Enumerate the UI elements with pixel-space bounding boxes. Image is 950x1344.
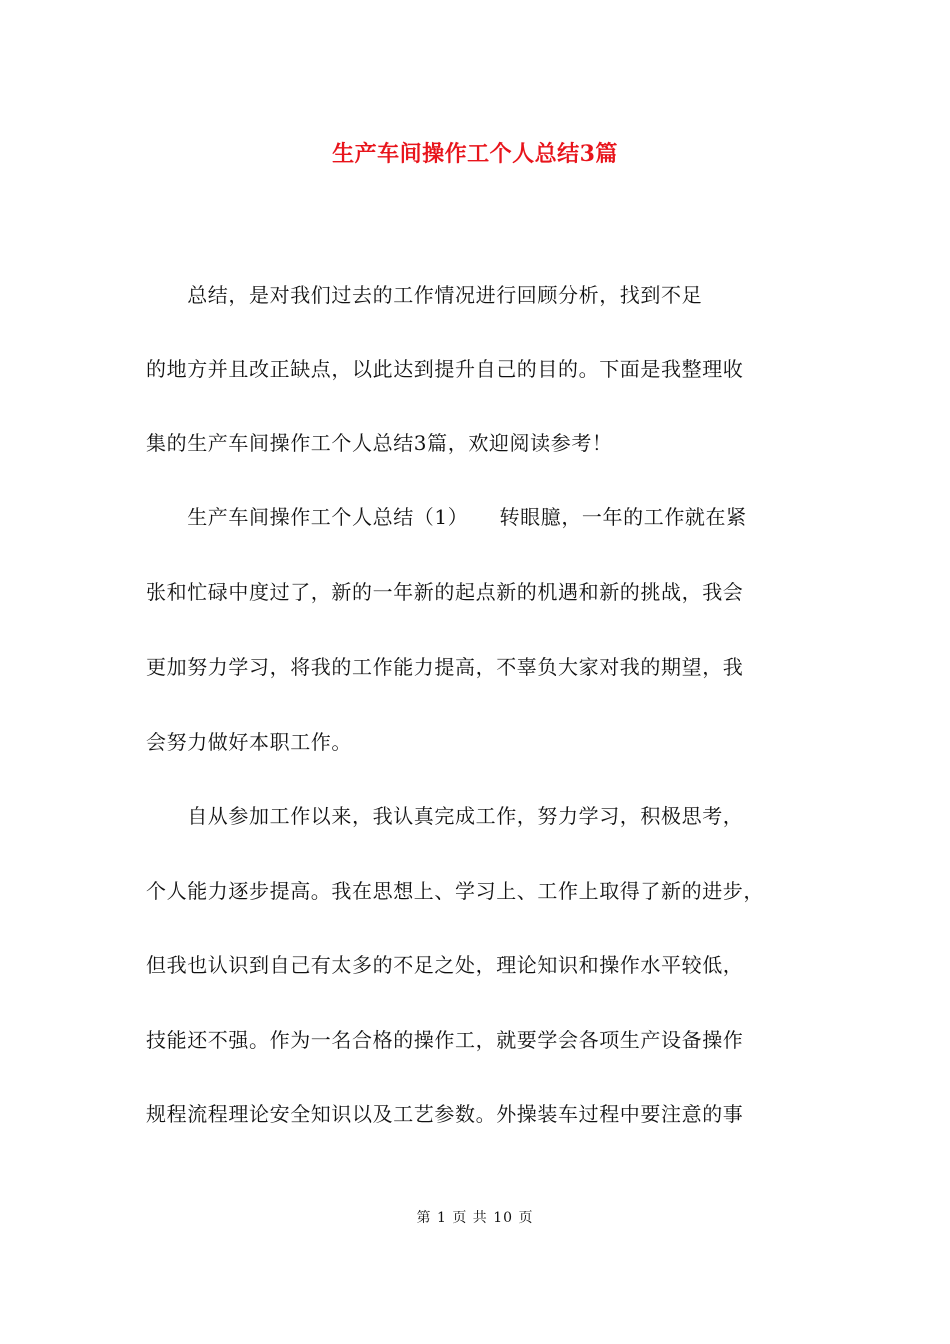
page-footer [0, 1208, 950, 1228]
body-line-9: 个人能力逐步提高。我在思想上、学习上、工作上取得了新的进步， [146, 879, 764, 903]
footer-middle: 页 共 [452, 1210, 488, 1226]
body-line-5: 张和忙碌中度过了，新的一年新的起点新的机遇和新的挑战，我会 [146, 580, 744, 604]
body-line-4: 生产车间操作工个人总结（1） 转眼臆，一年的工作就在紧 [146, 505, 747, 529]
footer-total-pages: 10 [493, 1210, 514, 1226]
body-line-12: 规程流程理论安全知识以及工艺参数。外操装车过程中要注意的事 [146, 1102, 744, 1126]
body-line-10: 但我也认识到自己有太多的不足之处，理论知识和操作水平较低， [146, 953, 744, 977]
body-line-6: 更加努力学习，将我的工作能力提高，不辜负大家对我的期望，我 [146, 655, 744, 679]
body-line-1: 总结，是对我们过去的工作情况进行回顾分析，找到不足 [146, 283, 703, 307]
body-line-2: 的地方并且改正缺点，以此达到提升自己的目的。下面是我整理收 [146, 357, 744, 381]
body-line-3: 集的生产车间操作工个人总结3篇，欢迎阅读参考！ [146, 431, 613, 455]
body-line-7: 会努力做好本职工作。 [146, 730, 352, 754]
document-title: 生产车间操作工个人总结3篇 [332, 141, 618, 167]
footer-suffix: 页 [518, 1210, 534, 1226]
body-line-11: 技能还不强。作为一名合格的操作工，就要学会各项生产设备操作 [146, 1028, 744, 1052]
body-line-8: 自从参加工作以来，我认真完成工作，努力学习，积极思考， [146, 804, 744, 828]
footer-page-number: 1 [436, 1210, 447, 1226]
footer-prefix: 第 [416, 1210, 432, 1226]
